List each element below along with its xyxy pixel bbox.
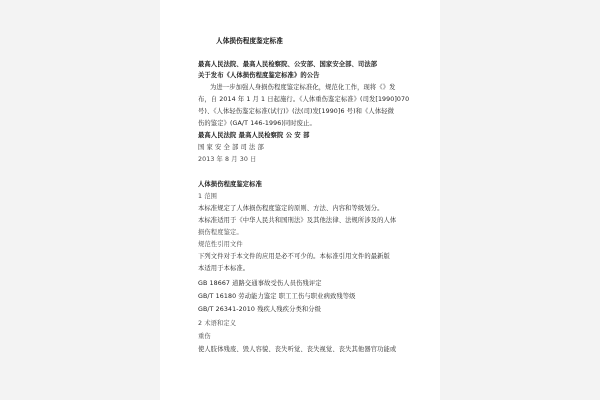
section-3-heading: 2 术语和定义 bbox=[198, 320, 237, 327]
section-2-line-1: 下列文件对于本文件的应用是必不可少的。本标准引用文件的最新版 bbox=[198, 253, 390, 260]
body-line-1: 为进一步加强人身损伤程度鉴定标准化，规范化工作，现将《》发 bbox=[210, 84, 396, 91]
signatories-line-2: 国 家 安 全 部 司 法 部 bbox=[198, 144, 264, 151]
issuers-line: 最高人民法院、最高人民检察院、公安部、国家安全部、司法部 bbox=[198, 61, 378, 68]
document-title: 人体损伤程度鉴定标准 bbox=[216, 37, 283, 45]
reference-3: GB/T 26341-2010 残疾人残疾分类和分级 bbox=[198, 306, 322, 313]
body-line-2: 布，自 2014 年 1 月 1 日起施行。《人体重伤鉴定标准》(司发[1990]070 bbox=[198, 96, 410, 103]
section-2-line-2: 本适用于本标准。 bbox=[198, 265, 250, 272]
section-3-line-1: 使人肢体残废、毁人容貌、丧失听觉、丧失视觉、丧失其他器官功能或 bbox=[198, 346, 397, 353]
reference-1: GB 18667 道路交通事故受伤人员伤残评定 bbox=[198, 280, 322, 287]
reference-2: GB/T 16180 劳动能力鉴定 职工工伤与职业病致残等级 bbox=[198, 293, 356, 300]
section-3-subheading: 重伤 bbox=[198, 333, 211, 340]
standard-title: 人体损伤程度鉴定标准 bbox=[198, 181, 262, 188]
section-1-line-3: 损伤程度鉴定。 bbox=[198, 229, 243, 236]
body-line-4: 伤的鉴定》(GA/T 146-1996)同时废止。 bbox=[198, 120, 316, 127]
section-1-heading: 1 范围 bbox=[198, 193, 218, 200]
section-1-line-2: 本标准适用于《中华人民共和国刑法》及其他法律、法规所涉及的人体 bbox=[198, 217, 397, 224]
announcement-date: 2013 年 8 月 30 日 bbox=[198, 156, 257, 163]
announcement-title: 关于发布《人体损伤程度鉴定标准》的公告 bbox=[198, 72, 320, 79]
body-line-3: 号)、《人体轻伤鉴定标准(试行)》(法(司)发[1990]6 号)和《人体轻微 bbox=[198, 108, 395, 115]
section-2-heading: 规范性引用文件 bbox=[198, 241, 243, 248]
document-page bbox=[160, 0, 440, 400]
section-1-line-1: 本标准规定了人体损伤程度鉴定的原则、方法、内容和等级划分。 bbox=[198, 205, 384, 212]
signatories-line-1: 最高人民法院 最高人民检察院 公 安 部 bbox=[198, 132, 310, 139]
